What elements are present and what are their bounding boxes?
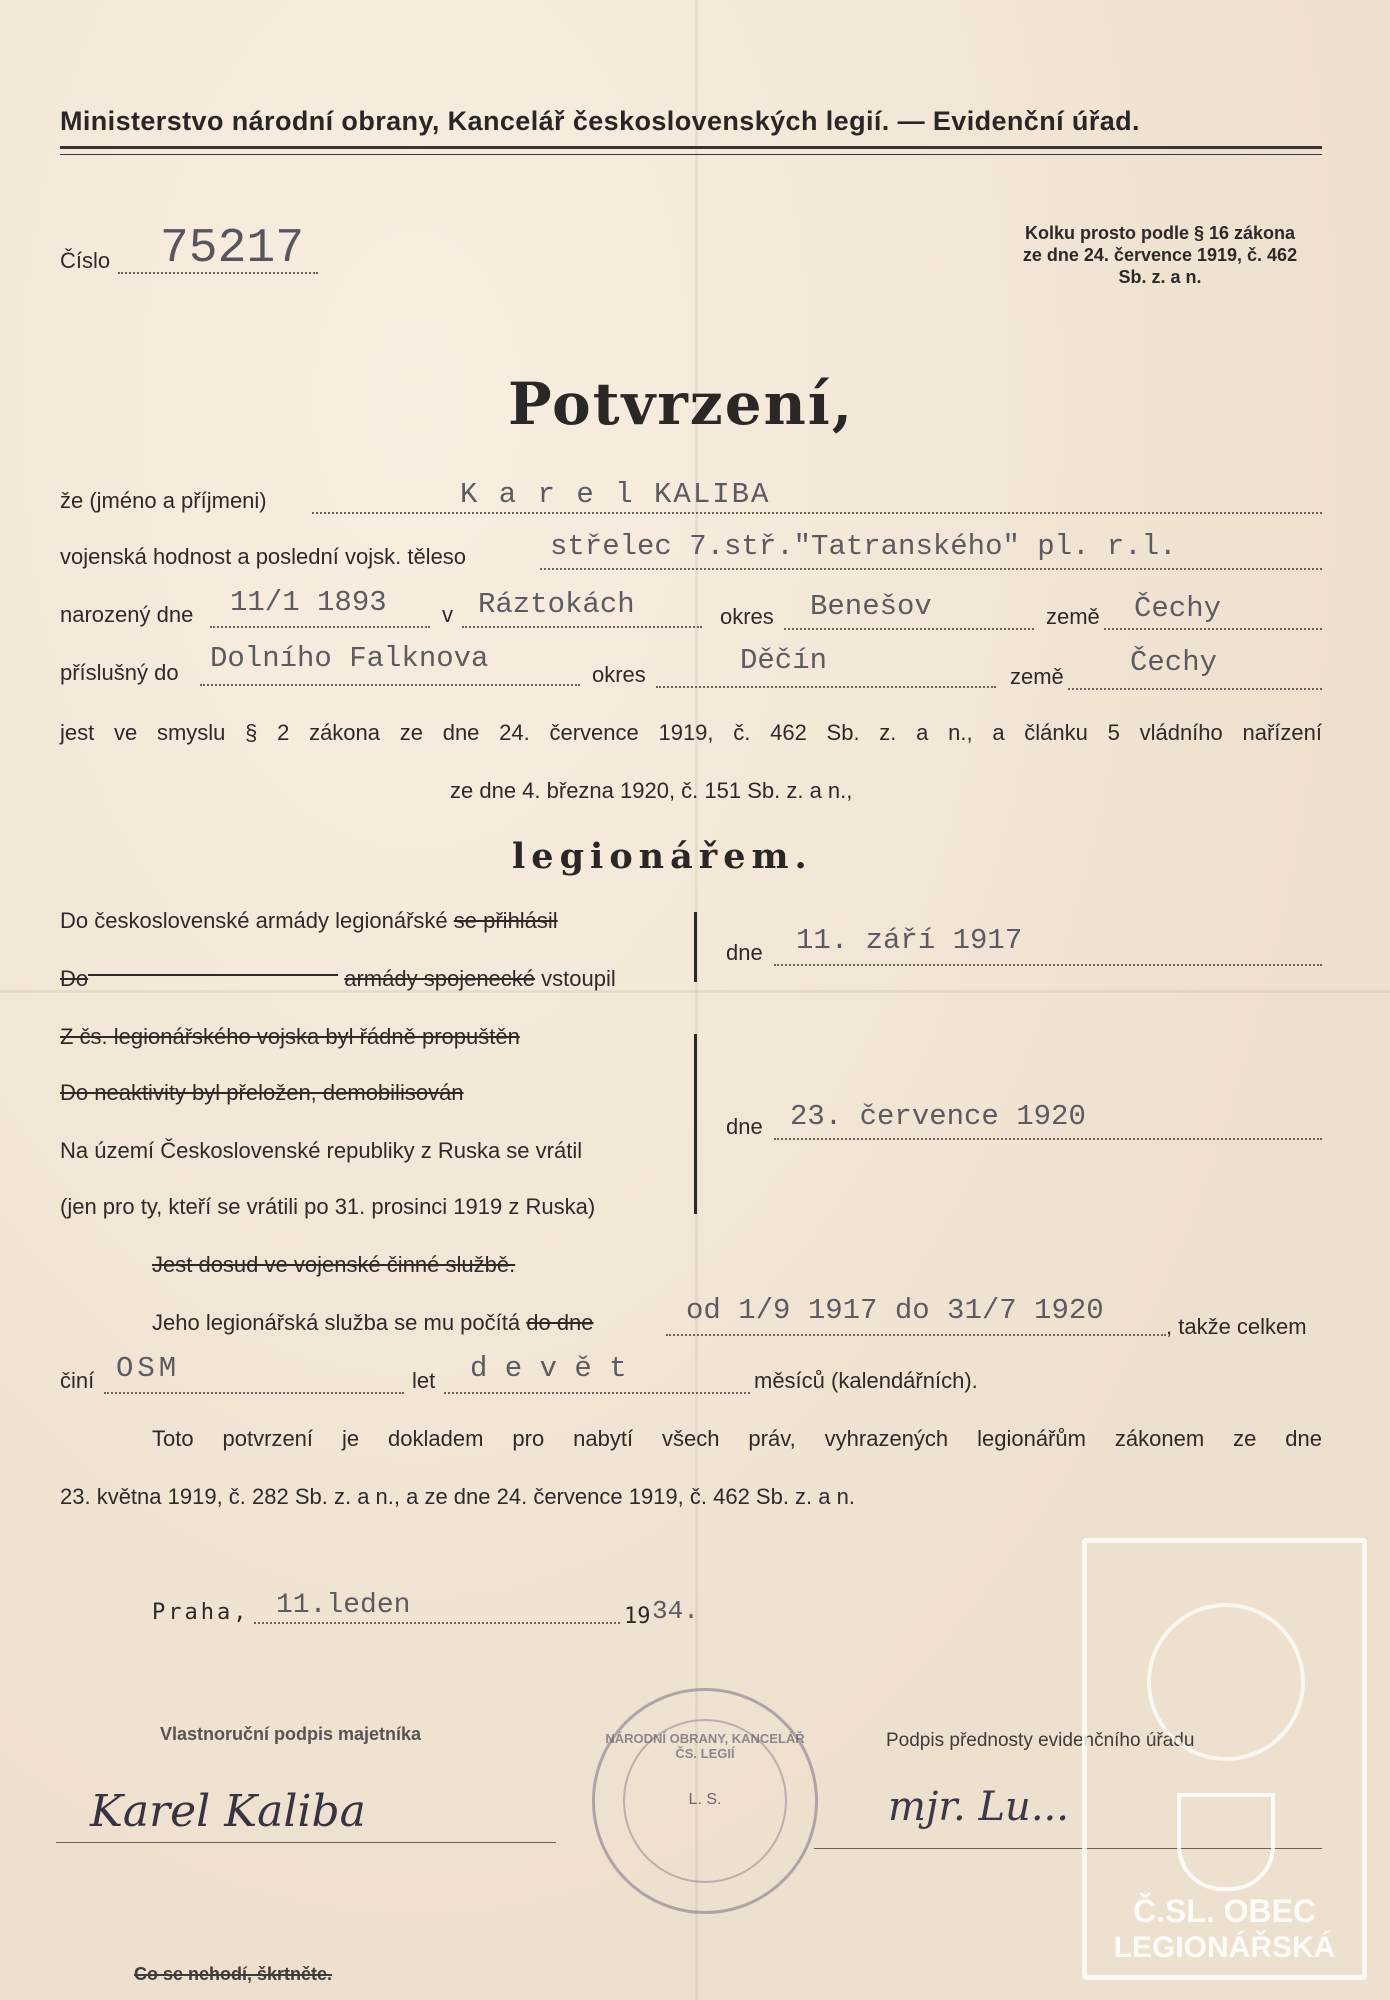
service-line-2-armady: armády spojenecké [344,966,536,991]
zeme2-value: Čechy [1130,646,1218,679]
zeme2-dots [1068,688,1322,690]
mesicu-label: měsíců (kalendářních). [754,1368,978,1393]
okres-label: okres [720,604,774,629]
prislusny-value: Dolního Falknova [210,642,489,675]
date-2: 23. července 1920 [790,1100,1086,1133]
head-signature: mjr. Lu... [888,1784,1069,1830]
footnote: Co se nehodí, škrtněte. [134,1964,333,1984]
zeme-label: země [1046,604,1100,629]
calc-line [152,1310,594,1336]
place-dots [254,1622,620,1624]
year-suffix: 34. [652,1596,699,1626]
date-1: 11. září 1917 [796,924,1023,957]
document-title: Potvrzení, [508,370,855,438]
okres2-value: Děčín [740,644,828,677]
kolku-line-1: Kolku prosto podle § 16 zákona [1024,223,1296,243]
let-label: let [412,1368,436,1393]
rank-value: střelec 7.stř."Tatranského" pl. r.l. [550,530,1177,563]
seal-ring-text: NÁRODNÍ OBRANY, KANCELÁŘ ČS. LEGIÍ [605,1731,805,1761]
service-line-2-vstoupil: vstoupil [541,966,616,991]
head-signature-label: Podpis přednosty evidenčního úřadu [886,1730,1195,1751]
legion-watermark-logo [1082,1538,1367,1980]
service-line-5: Na území Československé republiky z Ruska se vrátil [60,1138,583,1163]
date2-dots [774,1138,1322,1140]
born-okres-dots [784,628,1034,630]
year-prefix: 19 [624,1604,651,1629]
kolku-line-2: ze dne 24. července 1919, č. 462 [1022,245,1298,265]
calc-suffix: , takže celkem [1166,1314,1307,1339]
coat-of-arms-icon [1177,1793,1275,1891]
service-line-2-blank [88,974,338,976]
cini-dots [104,1392,404,1394]
service-line-1 [60,908,558,934]
service-line-3: Z čs. legionářského vojska byl řádně propuštěn [60,1024,520,1049]
born-place-dots [462,626,702,628]
kolku-line-3: Sb. z. a n. [1118,267,1202,287]
owner-signature: Karel Kaliba [90,1786,366,1837]
born-label: narozený dne [60,602,194,627]
place-date: 11.leden [276,1590,411,1621]
calc-struck: do dne [526,1310,594,1335]
prislusny-dots [200,684,580,686]
dne-label-1: dne [726,940,763,965]
owner-signature-line [56,1842,556,1843]
mesicu-value: d e v ě t [470,1352,627,1385]
logo-line-2: LEGIONÁŘSKÁ [1113,1931,1336,1964]
rank-label: vojenská hodnost a poslední vojsk. těleso [60,544,467,569]
document-subtitle: legionářem. [512,836,813,877]
born-place: Ráztokách [478,588,635,621]
calc-value: od 1/9 1917 do 31/7 1920 [686,1294,1104,1327]
okres2-dots [656,686,996,688]
name-value: K a r e l KALIBA [460,478,771,511]
legal-text-1: jest ve smyslu § 2 zákona ze dne 24. července 1919, č. 462 Sb. z. a n., a článku 5 vládního nařízení [60,720,1322,745]
service-line-1-text: Do československé armády legionářské [60,908,448,933]
born-zeme-dots [1104,628,1322,630]
cini-label: činí [60,1368,95,1393]
brace-1 [694,912,697,982]
seal-ls: L. S. [688,1791,722,1808]
service-line-1-struck: se přihlásil [453,908,558,933]
ministry-header: Ministerstvo národní obrany, Kancelář československých legií. — Evidenční úřad. [60,106,1140,136]
name-dots [312,512,1322,514]
service-line-2-do: Do [60,966,89,991]
cislo-value: 75217 [160,222,305,276]
dne-label-2: dne [726,1114,763,1139]
owner-signature-label: Vlastnoruční podpis majetníka [160,1724,422,1744]
prislusny-label: příslušný do [60,660,179,685]
service-line-7: Jest dosud ve vojenské činné službě. [152,1252,516,1277]
service-line-2 [60,966,616,992]
born-date: 11/1 1893 [230,586,387,619]
closing-text-1: Toto potvrzení je dokladem pro nabytí všech práv, vyhrazených legionářům zákonem ze dne [152,1426,1322,1451]
service-line-4: Do neaktivity byl přeložen, demobilisován [60,1080,464,1105]
calc-text: Jeho legionářská služba se mu počítá [152,1310,521,1335]
okres2-label: okres [592,662,646,687]
closing-text-2: 23. května 1919, č. 282 Sb. z. a n., a ze dne 24. července 1919, č. 462 Sb. z. a n. [60,1484,855,1509]
zeme2-label: země [1010,664,1064,689]
calc-dots [666,1334,1166,1336]
legionnaire-head-icon [1147,1603,1305,1761]
name-label: že (jméno a příjmeni) [60,488,267,513]
born-okres: Benešov [810,590,932,623]
cislo-label: Číslo [60,248,111,273]
rank-dots [540,568,1322,570]
header-rule-thin [60,154,1322,155]
v-label: v [442,602,453,627]
born-date-dots [210,626,430,628]
date1-dots [774,964,1322,966]
mesicu-dots [444,1392,750,1394]
logo-line-1: Č.SL. OBEC [1132,1893,1317,1929]
born-zeme: Čechy [1134,592,1222,625]
brace-2 [694,1034,697,1214]
place-label: Praha, [152,1600,250,1625]
stamp-duty-note [995,222,1325,288]
header-rule [60,146,1322,149]
cini-value: OSM [116,1352,181,1385]
service-line-6: (jen pro ty, kteří se vrátili po 31. prosinci 1919 z Ruska) [60,1194,596,1219]
legal-text-2: ze dne 4. března 1920, č. 151 Sb. z. a n., [450,778,853,803]
official-seal [592,1688,818,1914]
